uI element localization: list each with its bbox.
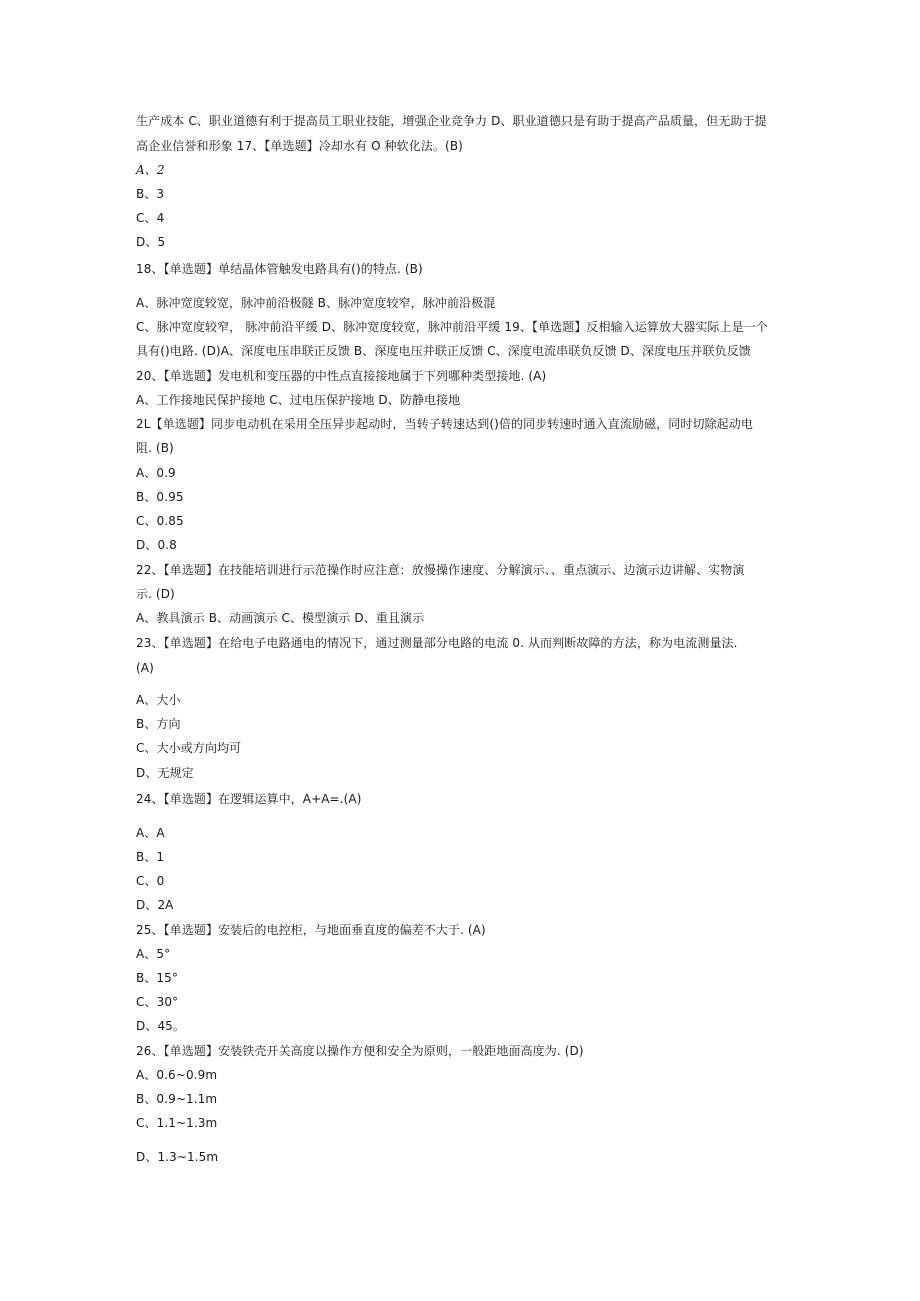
option-a: A、5° [136,947,171,961]
option-a: A、大小 [136,693,181,707]
option-d: D、0.8 [136,538,177,552]
text-line: 具有()电路. (D)A、深度电压串联正反馈 B、深度电压并联正反馈 C、深度电流串联负反馈 D、深度电压并联负反馈 [136,344,751,358]
option-a: A、A [136,826,165,840]
option-c: C、4 [136,211,165,225]
text-line: 阻. (B) [136,441,174,455]
option-d: D、无规定 [136,766,194,780]
question-21: 2L【单选题】同步电动机在采用全压异步起动时，当转子转速达到()倍的同步转速时通入直流励磁，同时切除起动电 [136,417,753,431]
option-c: C、30° [136,995,179,1009]
question-24: 24、【单选题】在逻辑运算中，A+A=.(A) [136,792,362,806]
option-b: B、15° [136,971,179,985]
option-d: D、45。 [136,1019,186,1033]
option-b: B、0.95 [136,490,184,504]
question-18: 18、【单选题】单结晶体管触发电路具有()的特点. (B) [136,262,423,276]
option-b: B、0.9~1.1m [136,1092,218,1106]
option-d: D、5 [136,235,166,249]
option-c: C、0.85 [136,514,184,528]
option-b: B、3 [136,187,165,201]
text-line: A、脉冲宽度较宽，脉冲前沿极隧 B、脉冲宽度较窄，脉冲前沿极混 [136,296,496,310]
option-d: D、2A [136,898,174,912]
text-line: C、脉冲宽度较窄， 脉冲前沿平缓 D、脉冲宽度较宽，脉冲前沿平缓 19、【单选题】反相输入运算放大器实际上是一个 [136,320,768,334]
text-line: A、教具演示 B、动画演示 C、模型演示 D、重且演示 [136,611,425,625]
option-d: D、1.3~1.5m [136,1150,219,1164]
question-20: 20、【单选题】发电机和变压器的中性点直接接地属于下列哪种类型接地. (A) [136,369,547,383]
question-26: 26、【单选题】安装铁壳开关高度以操作方便和安全为原则，一般距地面高度为. (D) [136,1044,584,1058]
option-a: A、0.6~0.9m [136,1068,218,1082]
option-c: C、0 [136,874,165,888]
option-b: B、1 [136,850,165,864]
option-b: B、方向 [136,717,181,731]
option-c: C、1.1~1.3m [136,1116,218,1130]
text-line: 示. (D) [136,587,175,601]
text-line: 生产成本 C、职业道德有利于提高员工职业技能，增强企业竞争力 D、职业道德只是有助于提高产品质量，但无助于提 [136,114,767,128]
question-25: 25、【单选题】安装后的电控柜，与地面垂直度的偏差不大于. (A) [136,923,486,937]
text-line: 高企业信誉和形象 17、【单选题】冷却水有 O 种软化法。(B) [136,139,463,153]
question-22: 22、【单选题】在技能培训进行示范操作时应注意：放慢操作速度、分解演示、、重点演示、边演示边讲解、实物演 [136,563,745,577]
text-line: A、工作接地民保护接地 C、过电压保护接地 D、防静电接地 [136,393,461,407]
text-line: (A) [136,661,154,675]
question-23: 23、【单选题】在给电子电路通电的情况下，通过测量部分电路的电流 0. 从而判断故障的方法，称为电流测量法. [136,636,738,650]
option-c: C、大小或方向均可 [136,741,242,755]
option-a: A、2 [136,163,165,177]
option-a: A、0.9 [136,466,176,480]
